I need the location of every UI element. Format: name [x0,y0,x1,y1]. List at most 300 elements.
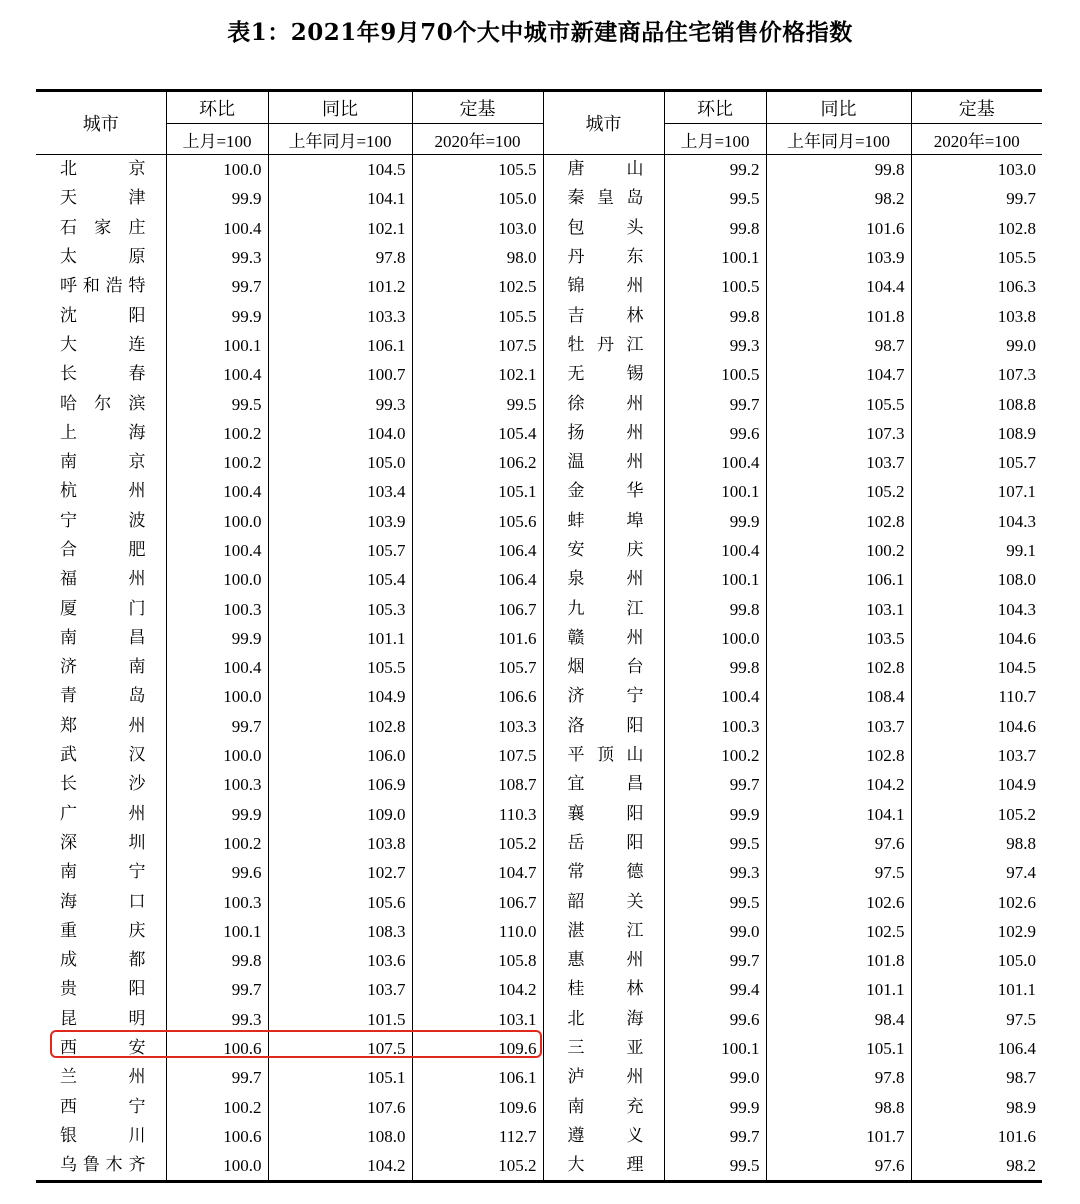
base-right-cell: 110.7 [911,682,1042,711]
table-row [36,331,1042,360]
base-left-cell: 106.7 [412,594,543,623]
base-left-cell: 105.4 [412,419,543,448]
yoy-left-cell: 104.2 [268,1151,412,1182]
city-left-cell: 北京 [60,159,146,180]
city-right-cell: 无锡 [543,360,664,389]
yoy-right-cell: 104.1 [766,800,911,829]
mom-right-cell: 99.6 [664,1005,766,1034]
highlight-box [50,1030,542,1058]
base-left-cell: 106.1 [412,1063,543,1092]
base-left-cell: 108.7 [412,770,543,799]
city-right-cell: 三亚 [543,1034,664,1063]
yoy-right-cell: 104.4 [766,272,911,301]
city-right-cell: 扬州 [543,419,664,448]
mom-right-cell: 99.8 [664,301,766,330]
city-right-cell: 宜昌 [543,770,664,799]
table-row [36,946,1042,975]
city-left-cell: 深圳 [60,832,146,853]
mom-right-cell: 99.5 [664,1151,766,1182]
yoy-left-cell: 101.2 [268,272,412,301]
table-row [36,360,1042,389]
yoy-right-cell: 97.6 [766,829,911,858]
base-right-cell: 98.7 [911,1063,1042,1092]
table-row [36,1151,1042,1182]
table-row [36,243,1042,272]
base-left-cell: 103.3 [412,712,543,741]
yoy-left-cell: 105.7 [268,536,412,565]
yoy-left-cell: 109.0 [268,800,412,829]
city-right-cell: 湛江 [543,917,664,946]
city-right-cell: 韶关 [543,887,664,916]
base-left-cell: 105.2 [412,1151,543,1182]
city-right-cell: 襄阳 [543,800,664,829]
base-right-cell: 101.1 [911,975,1042,1004]
yoy-left-cell: 105.6 [268,887,412,916]
mom-left-cell: 99.9 [166,800,268,829]
city-left-cell: 广州 [60,803,146,824]
yoy-header-left: 同比 [268,91,412,124]
city-left-cell: 南昌 [60,627,146,648]
mom-right-cell: 99.3 [664,331,766,360]
mom-right-cell: 99.8 [664,653,766,682]
mom-left-cell: 100.0 [166,741,268,770]
base-right-cell: 106.3 [911,272,1042,301]
city-right-cell: 常德 [543,858,664,887]
city-left-cell: 西宁 [60,1096,146,1117]
base-right-cell: 104.9 [911,770,1042,799]
city-left-cell: 兰州 [60,1067,146,1088]
city-left-cell: 上海 [60,422,146,443]
mom-left-cell: 100.2 [166,448,268,477]
mom-left-cell: 100.4 [166,214,268,243]
city-left-cell: 成都 [60,950,146,971]
city-right-cell: 锦州 [543,272,664,301]
base-left-cell: 105.1 [412,477,543,506]
mom-right-cell: 99.2 [664,155,766,185]
base-right-cell: 104.6 [911,712,1042,741]
mom-left-cell: 99.9 [166,301,268,330]
yoy-left-cell: 102.8 [268,712,412,741]
yoy-right-cell: 97.5 [766,858,911,887]
base-left-cell: 109.6 [412,1034,543,1063]
mom-left-cell: 99.6 [166,858,268,887]
city-left-cell: 宁波 [60,510,146,531]
base-left-cell: 105.0 [412,184,543,213]
table-row [36,624,1042,653]
base-left-cell: 105.6 [412,507,543,536]
yoy-left-cell: 103.3 [268,301,412,330]
mom-right-cell: 100.1 [664,1034,766,1063]
base-left-cell: 104.7 [412,858,543,887]
mom-left-cell: 100.4 [166,653,268,682]
mom-left-cell: 100.0 [166,507,268,536]
mom-left-cell: 100.0 [166,565,268,594]
mom-left-cell: 100.0 [166,1151,268,1182]
base-left-cell: 103.0 [412,214,543,243]
base-right-cell: 102.6 [911,887,1042,916]
base-left-cell: 109.6 [412,1093,543,1122]
mom-left-cell: 100.2 [166,1093,268,1122]
table-row [36,419,1042,448]
base-right-cell: 105.0 [911,946,1042,975]
mom-left-cell: 100.1 [166,917,268,946]
yoy-base-right: 上年同月=100 [766,124,911,155]
base-left-cell: 106.2 [412,448,543,477]
base-right-cell: 107.3 [911,360,1042,389]
yoy-left-cell: 101.5 [268,1005,412,1034]
yoy-right-cell: 102.8 [766,653,911,682]
mom-left-cell: 99.8 [166,946,268,975]
yoy-left-cell: 105.4 [268,565,412,594]
base-left-cell: 104.2 [412,975,543,1004]
yoy-right-cell: 98.7 [766,331,911,360]
city-left-cell: 重庆 [60,920,146,941]
base-left-cell: 107.5 [412,331,543,360]
base-right-cell: 104.3 [911,594,1042,623]
mom-left-cell: 99.9 [166,184,268,213]
base-right-cell: 102.8 [911,214,1042,243]
yoy-left-cell: 103.6 [268,946,412,975]
yoy-right-cell: 101.7 [766,1122,911,1151]
mom-left-cell: 99.7 [166,975,268,1004]
yoy-left-cell: 107.5 [268,1034,412,1063]
city-right-cell: 蚌埠 [543,507,664,536]
table-row [36,770,1042,799]
base-left-cell: 110.3 [412,800,543,829]
base-right-cell: 104.3 [911,507,1042,536]
base-right-cell: 99.1 [911,536,1042,565]
base-right-cell: 103.8 [911,301,1042,330]
city-left-cell: 沈阳 [60,305,146,326]
yoy-left-cell: 105.1 [268,1063,412,1092]
base-left-cell: 102.1 [412,360,543,389]
yoy-right-cell: 107.3 [766,419,911,448]
mom-left-cell: 100.3 [166,594,268,623]
yoy-left-cell: 104.0 [268,419,412,448]
table-row [36,448,1042,477]
mom-left-cell: 100.1 [166,331,268,360]
mom-left-cell: 100.4 [166,360,268,389]
yoy-left-cell: 103.9 [268,507,412,536]
yoy-right-cell: 103.9 [766,243,911,272]
city-right-cell: 温州 [543,448,664,477]
table-row [36,214,1042,243]
city-left-cell: 南京 [60,452,146,473]
mom-left-cell: 99.7 [166,712,268,741]
base-left-cell: 106.6 [412,682,543,711]
base-base-right: 2020年=100 [911,124,1042,155]
city-left-cell: 济南 [60,657,146,678]
yoy-left-cell: 105.5 [268,653,412,682]
yoy-right-cell: 97.8 [766,1063,911,1092]
yoy-left-cell: 104.5 [268,155,412,185]
city-left-cell: 长春 [60,364,146,385]
yoy-left-cell: 100.7 [268,360,412,389]
yoy-left-cell: 106.0 [268,741,412,770]
city-left-cell: 哈尔滨 [60,393,146,414]
mom-left-cell: 100.2 [166,829,268,858]
base-left-cell: 99.5 [412,389,543,418]
table-body [36,155,1042,1182]
city-right-cell: 济宁 [543,682,664,711]
city-right-cell: 吉林 [543,301,664,330]
city-right-cell: 泸州 [543,1063,664,1092]
table-title: 表1：2021年9月70个大中城市新建商品住宅销售价格指数 [227,19,853,46]
mom-right-cell: 99.7 [664,946,766,975]
city-right-cell: 岳阳 [543,829,664,858]
mom-left-cell: 99.3 [166,243,268,272]
yoy-right-cell: 102.8 [766,741,911,770]
mom-header-right: 环比 [664,91,766,124]
yoy-left-cell: 99.3 [268,389,412,418]
yoy-right-cell: 103.7 [766,712,911,741]
base-right-cell: 106.4 [911,1034,1042,1063]
mom-left-cell: 99.3 [166,1005,268,1034]
base-left-cell: 110.0 [412,917,543,946]
city-left-cell: 乌鲁木齐 [60,1155,146,1176]
yoy-right-cell: 105.1 [766,1034,911,1063]
city-right-cell: 南充 [543,1093,664,1122]
mom-right-cell: 99.8 [664,594,766,623]
mom-left-cell: 100.0 [166,155,268,185]
yoy-right-cell: 103.5 [766,624,911,653]
yoy-left-cell: 106.9 [268,770,412,799]
yoy-base-left: 上年同月=100 [268,124,412,155]
base-base-left: 2020年=100 [412,124,543,155]
yoy-left-cell: 103.4 [268,477,412,506]
city-right-cell: 安庆 [543,536,664,565]
mom-right-cell: 99.0 [664,1063,766,1092]
mom-right-cell: 99.6 [664,419,766,448]
base-right-cell: 108.9 [911,419,1042,448]
table-row [36,682,1042,711]
base-left-cell: 107.5 [412,741,543,770]
base-left-cell: 112.7 [412,1122,543,1151]
mom-right-cell: 99.0 [664,917,766,946]
yoy-left-cell: 102.7 [268,858,412,887]
mom-right-cell: 100.5 [664,360,766,389]
city-left-cell: 合肥 [60,540,146,560]
table-row [36,1093,1042,1122]
yoy-left-cell: 105.3 [268,594,412,623]
city-right-cell: 金华 [543,477,664,506]
base-header-right: 定基 [911,91,1042,124]
city-right-cell: 大理 [543,1151,664,1182]
city-left-cell: 福州 [60,569,146,590]
table-row [36,565,1042,594]
base-right-cell: 108.0 [911,565,1042,594]
yoy-right-cell: 108.4 [766,682,911,711]
base-right-cell: 101.6 [911,1122,1042,1151]
table-row [36,887,1042,916]
city-right-cell: 北海 [543,1005,664,1034]
base-left-cell: 106.7 [412,887,543,916]
yoy-right-cell: 101.8 [766,301,911,330]
mom-left-cell: 100.6 [166,1122,268,1151]
city-left-cell: 天津 [60,188,146,209]
city-left-cell: 长沙 [60,774,146,795]
mom-left-cell: 99.5 [166,389,268,418]
yoy-right-cell: 104.7 [766,360,911,389]
table-row [36,653,1042,682]
mom-right-cell: 99.3 [664,858,766,887]
mom-left-cell: 99.7 [166,1063,268,1092]
mom-right-cell: 100.3 [664,712,766,741]
city-left-cell: 西安 [60,1038,146,1059]
base-right-cell: 105.7 [911,448,1042,477]
mom-right-cell: 99.7 [664,389,766,418]
city-right-cell: 泉州 [543,565,664,594]
mom-right-cell: 99.9 [664,507,766,536]
yoy-left-cell: 97.8 [268,243,412,272]
table-row [36,1063,1042,1092]
table-row [36,829,1042,858]
base-right-cell: 98.8 [911,829,1042,858]
base-right-cell: 103.0 [911,155,1042,185]
mom-right-cell: 99.7 [664,770,766,799]
table-row [36,301,1042,330]
mom-right-cell: 100.1 [664,565,766,594]
table-row [36,389,1042,418]
table-row [36,594,1042,623]
table-row [36,800,1042,829]
city-right-cell: 遵义 [543,1122,664,1151]
mom-right-cell: 99.5 [664,184,766,213]
yoy-right-cell: 97.6 [766,1151,911,1182]
base-left-cell: 105.8 [412,946,543,975]
mom-right-cell: 99.4 [664,975,766,1004]
mom-left-cell: 100.4 [166,536,268,565]
mom-right-cell: 100.4 [664,448,766,477]
yoy-right-cell: 101.6 [766,214,911,243]
base-left-cell: 98.0 [412,243,543,272]
mom-right-cell: 100.5 [664,272,766,301]
base-left-cell: 105.7 [412,653,543,682]
mom-right-cell: 99.8 [664,214,766,243]
yoy-left-cell: 108.0 [268,1122,412,1151]
mom-right-cell: 100.4 [664,536,766,565]
base-right-cell: 103.7 [911,741,1042,770]
base-right-cell: 108.8 [911,389,1042,418]
yoy-right-cell: 104.2 [766,770,911,799]
base-left-cell: 106.4 [412,565,543,594]
mom-right-cell: 99.5 [664,829,766,858]
mom-left-cell: 100.6 [166,1034,268,1063]
city-right-cell: 洛阳 [543,712,664,741]
city-left-cell: 大连 [60,334,146,355]
yoy-right-cell: 102.5 [766,917,911,946]
yoy-left-cell: 101.1 [268,624,412,653]
base-right-cell: 97.5 [911,1005,1042,1034]
city-right-cell: 桂林 [543,975,664,1004]
base-left-cell: 105.2 [412,829,543,858]
city-left-cell: 呼和浩特 [60,276,146,297]
mom-header-left: 环比 [166,91,268,124]
mom-right-cell: 100.2 [664,741,766,770]
mom-left-cell: 100.2 [166,419,268,448]
yoy-header-right: 同比 [766,91,911,124]
table-row [36,477,1042,506]
base-left-cell: 105.5 [412,301,543,330]
yoy-right-cell: 103.7 [766,448,911,477]
city-left-cell: 郑州 [60,715,146,736]
city-left-cell: 武汉 [60,745,146,766]
table-row [36,975,1042,1004]
base-left-cell: 101.6 [412,624,543,653]
mom-left-cell: 100.4 [166,477,268,506]
city-right-cell: 平顶山 [543,741,664,770]
city-right-cell: 唐山 [543,155,664,185]
yoy-right-cell: 102.6 [766,887,911,916]
city-left-cell: 海口 [60,891,146,912]
mom-left-cell: 100.3 [166,770,268,799]
base-left-cell: 103.1 [412,1005,543,1034]
yoy-right-cell: 101.8 [766,946,911,975]
yoy-left-cell: 104.1 [268,184,412,213]
base-right-cell: 97.4 [911,858,1042,887]
city-left-cell: 贵阳 [60,979,146,1000]
price-index-table [36,89,1042,1183]
yoy-right-cell: 98.2 [766,184,911,213]
city-left-cell: 银川 [60,1125,146,1146]
base-right-cell: 104.5 [911,653,1042,682]
city-left-cell: 厦门 [60,598,146,619]
base-right-cell: 98.9 [911,1093,1042,1122]
yoy-right-cell: 105.2 [766,477,911,506]
base-header-left: 定基 [412,91,543,124]
yoy-left-cell: 102.1 [268,214,412,243]
yoy-right-cell: 98.8 [766,1093,911,1122]
mom-left-cell: 100.0 [166,682,268,711]
city-right-cell: 牡丹江 [543,331,664,360]
yoy-left-cell: 103.8 [268,829,412,858]
city-right-cell: 烟台 [543,653,664,682]
table-row [36,712,1042,741]
mom-right-cell: 100.1 [664,243,766,272]
city-left-cell: 昆明 [60,1008,146,1029]
city-right-cell: 徐州 [543,389,664,418]
yoy-left-cell: 106.1 [268,331,412,360]
yoy-right-cell: 100.2 [766,536,911,565]
yoy-right-cell: 105.5 [766,389,911,418]
base-right-cell: 99.7 [911,184,1042,213]
base-left-cell: 102.5 [412,272,543,301]
mom-right-cell: 99.9 [664,1093,766,1122]
city-left-cell: 南宁 [60,862,146,883]
table-row [36,917,1042,946]
yoy-left-cell: 105.0 [268,448,412,477]
base-right-cell: 98.2 [911,1151,1042,1182]
city-left-cell: 太原 [60,247,146,268]
mom-base-left: 上月=100 [166,124,268,155]
table-row [36,858,1042,887]
mom-right-cell: 99.5 [664,887,766,916]
table-row [36,272,1042,301]
table-row [36,536,1042,565]
mom-left-cell: 99.7 [166,272,268,301]
mom-right-cell: 99.7 [664,1122,766,1151]
base-right-cell: 104.6 [911,624,1042,653]
city-right-cell: 秦皇岛 [543,184,664,213]
city-right-cell: 九江 [543,594,664,623]
yoy-left-cell: 104.9 [268,682,412,711]
yoy-left-cell: 103.7 [268,975,412,1004]
base-right-cell: 107.1 [911,477,1042,506]
base-left-cell: 106.4 [412,536,543,565]
mom-right-cell: 99.9 [664,800,766,829]
table-row [36,1122,1042,1151]
mom-left-cell: 99.9 [166,624,268,653]
